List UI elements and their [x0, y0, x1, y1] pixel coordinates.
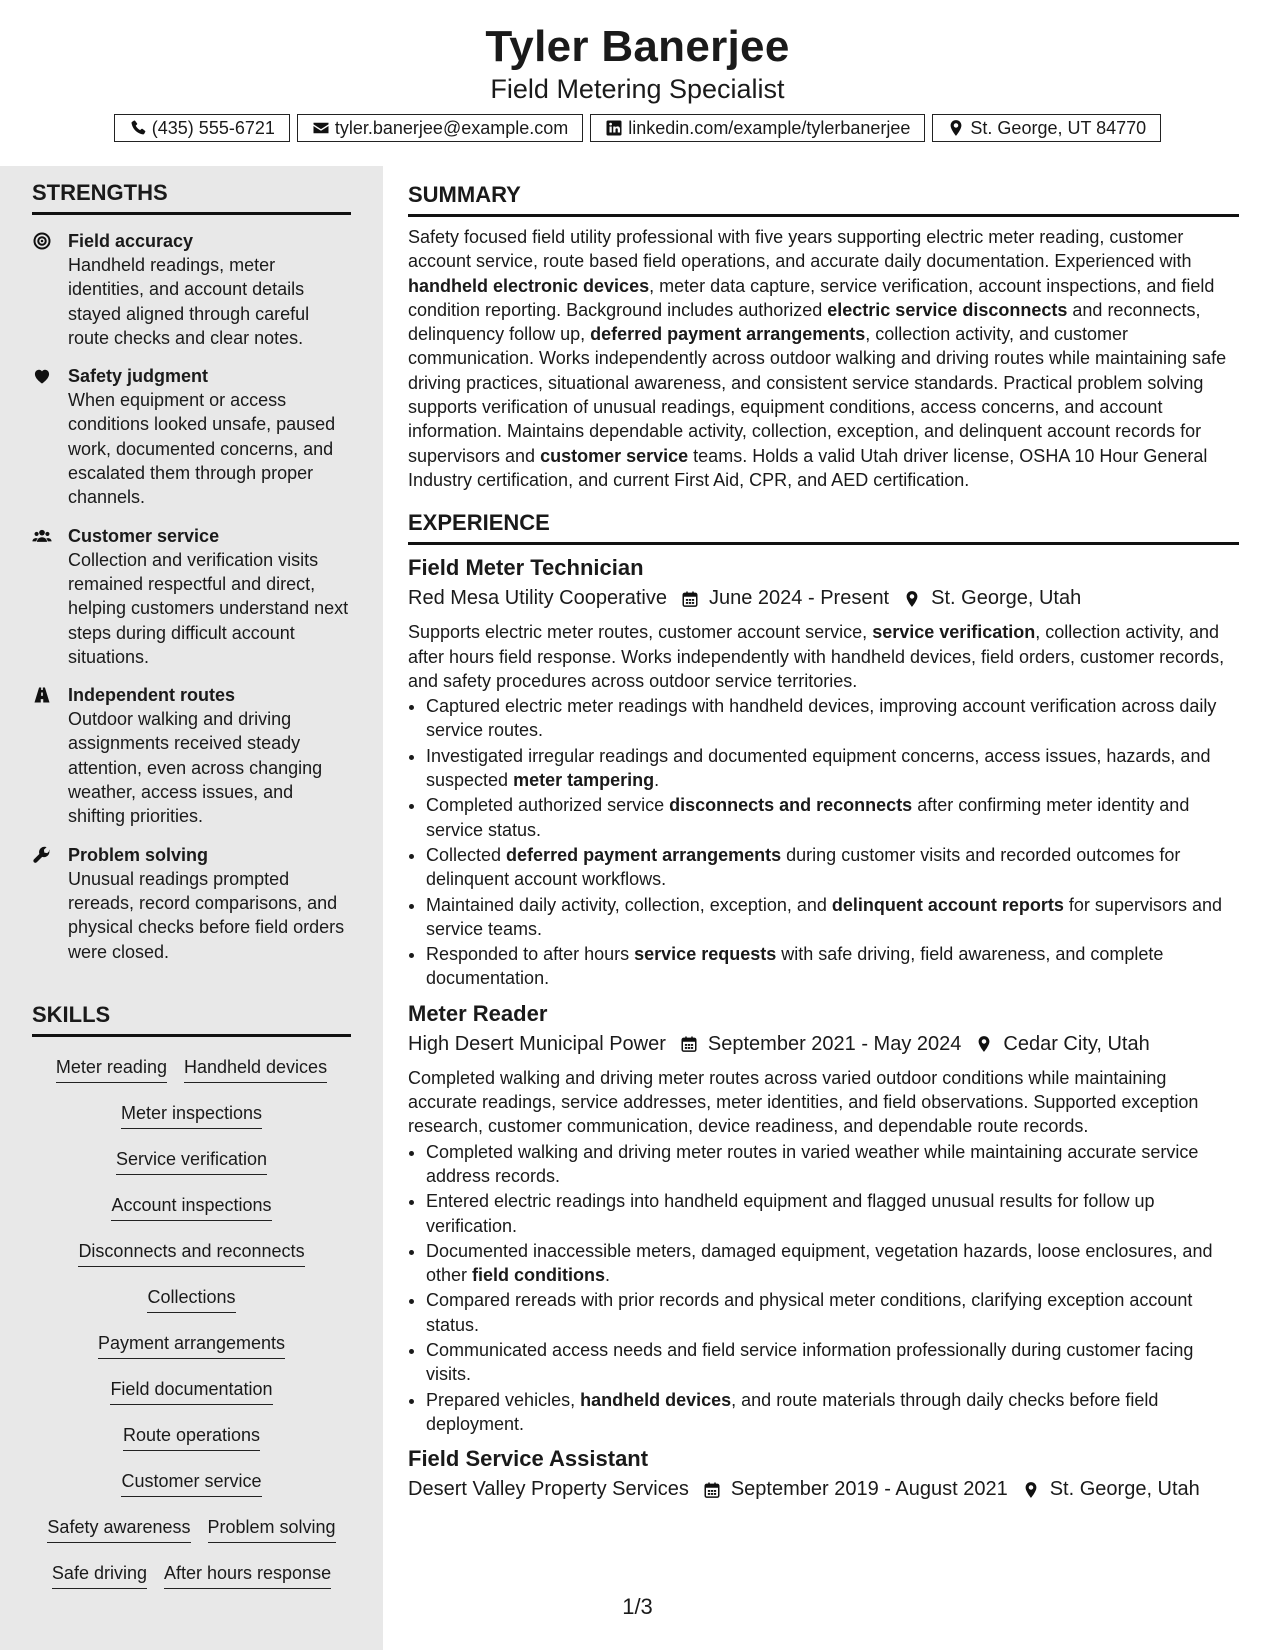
wrench-icon — [32, 843, 68, 964]
skills-row — [32, 1139, 351, 1185]
job-dates: June 2024 - Present — [709, 587, 890, 610]
skill-tag: Route operations — [123, 1415, 260, 1451]
skills-row — [32, 1369, 351, 1415]
strength-item — [32, 683, 351, 828]
bullet-segment: Responded to after hours — [426, 944, 635, 965]
job-bullet — [426, 942, 1239, 991]
strength-item — [32, 364, 351, 509]
candidate-name: Tyler Banerjee — [485, 22, 790, 71]
bullet-segment: Completed authorized service — [426, 795, 670, 816]
bold-keyword: service requests — [634, 944, 777, 965]
summary-segment: , collection activity, and customer communication. Works independently across outdoor walking and driving routes while maintaining safe driving practices, situational awareness, and consistent service standards. Practical problem solving supports verification of unusual readings, equipment conditions, access concerns, and account information. Maintains dependable activity, collection, exception, and delinquent account records for supervisors and — [408, 324, 1227, 466]
job-bullet — [426, 1388, 1239, 1437]
sidebar — [0, 166, 383, 1650]
contact-bar — [0, 114, 1275, 142]
contact-linkedin-text: linkedin.com/example/tylerbanerjee — [628, 117, 911, 138]
main-content — [408, 166, 1239, 1501]
job-meta — [408, 1033, 1239, 1056]
bullet-segment: Captured electric meter readings with handheld devices, improving account verification across daily service routes. — [426, 696, 1217, 741]
skills-section — [32, 1002, 351, 1599]
job-company: Red Mesa Utility Cooperative — [408, 587, 667, 610]
road-icon — [32, 683, 68, 828]
job-bullets — [408, 694, 1239, 991]
bullet-segment: Completed walking and driving meter routes in varied weather while maintaining accurate service address records. — [426, 1141, 1199, 1186]
strength-item — [32, 843, 351, 964]
contact-phone-text: (435) 555-6721 — [151, 117, 275, 138]
skills-row — [32, 1093, 351, 1139]
bold-keyword: deferred payment arrangements — [590, 324, 866, 345]
calendar-icon — [667, 590, 709, 608]
candidate-title: Field Metering Specialist — [490, 74, 785, 104]
job-dates: September 2021 - May 2024 — [707, 1032, 962, 1055]
strength-description: When equipment or access conditions looked unsafe, paused work, documented concerns, and escalated them through proper channels. — [68, 390, 336, 508]
strength-item — [32, 229, 351, 350]
bullet-segment: Collected — [426, 844, 507, 865]
bold-keyword: disconnects and reconnects — [669, 795, 913, 816]
skill-tag: Service verification — [116, 1139, 267, 1175]
page-number: 1/3 — [622, 1594, 653, 1619]
bold-keyword: meter tampering — [513, 770, 655, 791]
skill-tag: Problem solving — [208, 1507, 336, 1543]
resume-header — [0, 0, 1275, 166]
summary-heading: SUMMARY — [408, 182, 1239, 217]
skill-tag: After hours response — [164, 1553, 331, 1589]
job-entry — [408, 1001, 1239, 1436]
skills-heading: SKILLS — [32, 1002, 351, 1037]
job-meta — [408, 587, 1239, 610]
bullet-segment: Entered electric readings into handheld equipment and flagged unusual results for follow up verification. — [426, 1191, 1155, 1236]
job-entry — [408, 1446, 1239, 1501]
skill-tag: Meter reading — [56, 1047, 167, 1083]
strength-title: Problem solving — [68, 844, 209, 865]
job-title: Field Service Assistant — [408, 1446, 649, 1472]
bullet-segment: after confirming meter identity and service status. — [426, 795, 1190, 840]
bold-keyword: customer service — [540, 445, 689, 466]
bullet-segment: Prepared vehicles, — [426, 1389, 581, 1410]
map-pin-icon — [961, 1035, 1003, 1053]
job-bullet — [426, 1288, 1239, 1337]
description-segment: Completed walking and driving meter routes across varied outdoor conditions while maintaining accurate readings, service addresses, meter identities, and field observations. Supported exception research, customer communication, device readiness, and dependable route records. — [408, 1067, 1199, 1137]
job-bullet — [426, 793, 1239, 842]
bullet-segment: Maintained daily activity, collection, exception, and — [426, 894, 832, 915]
calendar-icon — [666, 1035, 708, 1053]
skill-tag: Safe driving — [52, 1553, 147, 1589]
job-description — [408, 1066, 1239, 1139]
skill-tag: Field documentation — [110, 1369, 272, 1405]
job-bullet — [426, 1239, 1239, 1288]
envelope-icon — [312, 119, 330, 137]
strength-description: Outdoor walking and driving assignments received steady attention, even across changing weather, access issues, and shifting priorities. — [68, 709, 323, 827]
job-bullet — [426, 1338, 1239, 1387]
job-bullet — [426, 744, 1239, 793]
strength-title: Field accuracy — [68, 231, 194, 251]
strength-title: Safety judgment — [68, 366, 209, 387]
job-bullet — [426, 1140, 1239, 1189]
strengths-list — [32, 229, 351, 964]
contact-email[interactable] — [297, 114, 583, 142]
bullet-segment: , and route materials through daily checks before field deployment. — [426, 1389, 1159, 1434]
contact-location-text: St. George, UT 84770 — [970, 117, 1147, 138]
job-location: Cedar City, Utah — [1003, 1032, 1150, 1055]
skill-tag: Account inspections — [111, 1185, 271, 1221]
bold-keyword: handheld electronic devices — [408, 275, 650, 296]
strength-item — [32, 524, 351, 669]
contact-location[interactable] — [932, 114, 1161, 142]
bold-keyword: electric service disconnects — [827, 299, 1068, 320]
job-entry — [408, 555, 1239, 990]
strength-title: Independent routes — [68, 685, 236, 706]
strength-body — [68, 364, 351, 509]
bullet-segment: during customer visits and recorded outcomes for delinquent account workflows. — [426, 844, 1181, 890]
summary-text — [408, 225, 1239, 492]
skill-tag: Disconnects and reconnects — [78, 1231, 304, 1267]
strength-title: Customer service — [68, 525, 220, 546]
skills-row — [32, 1415, 351, 1461]
skills-row — [32, 1047, 351, 1093]
strengths-heading: STRENGTHS — [32, 180, 351, 215]
job-bullet — [426, 1189, 1239, 1238]
linkedin-icon — [605, 119, 623, 137]
summary-segment: Safety focused field utility professional with five years supporting electric meter reading, customer account service, route based field operations, and accurate daily documentation. Experienced with — [408, 227, 1192, 272]
job-bullets — [408, 1140, 1239, 1437]
target-icon — [32, 229, 68, 350]
bold-keyword: deferred payment arrangements — [506, 844, 782, 865]
calendar-icon — [689, 1481, 731, 1499]
job-company: Desert Valley Property Services — [408, 1478, 689, 1501]
bullet-segment: Communicated access needs and field service information professionally during customer facing visits. — [426, 1339, 1194, 1385]
contact-linkedin[interactable] — [590, 114, 925, 142]
skill-tag: Collections — [147, 1277, 235, 1313]
summary-segment: teams. Holds a valid Utah driver license, OSHA 10 Hour General Industry certification, and current First Aid, CPR, and AED certification. — [408, 445, 1208, 490]
map-pin-icon — [947, 119, 965, 137]
strength-body — [68, 524, 351, 669]
skills-row — [32, 1323, 351, 1369]
heart-icon — [32, 364, 68, 509]
map-pin-icon — [1008, 1481, 1050, 1499]
bold-keyword: delinquent account reports — [831, 894, 1064, 915]
phone-icon — [129, 119, 147, 137]
bullet-segment: Compared rereads with prior records and physical meter conditions, clarifying exception account status. — [426, 1290, 1193, 1335]
bullet-segment: . — [605, 1265, 611, 1286]
summary-segment: , meter data capture, service verification, account inspections, and field condition reporting. Background includes authorized — [408, 275, 1215, 320]
skill-tag: Customer service — [121, 1461, 261, 1497]
job-location: St. George, Utah — [931, 587, 1082, 610]
strength-body — [68, 229, 351, 350]
contact-email-text: tyler.banerjee@example.com — [334, 117, 569, 138]
skills-row — [32, 1461, 351, 1507]
description-segment: , collection activity, and after hours field response. Works independently with handheld devices, field orders, customer records, and safety procedures across outdoor service territories. — [408, 622, 1225, 691]
bullet-segment: Documented inaccessible meters, damaged equipment, vegetation hazards, loose enclosures, and other — [426, 1240, 1213, 1286]
bullet-segment: . — [654, 770, 660, 791]
job-dates: September 2019 - August 2021 — [730, 1478, 1008, 1501]
skill-tag: Handheld devices — [184, 1047, 327, 1083]
job-company: High Desert Municipal Power — [408, 1032, 666, 1055]
job-meta — [408, 1478, 1239, 1501]
experience-heading: EXPERIENCE — [408, 510, 1239, 545]
map-pin-icon — [889, 590, 931, 608]
skills-row — [32, 1185, 351, 1231]
job-bullet — [426, 893, 1239, 942]
bold-keyword: field conditions — [472, 1265, 606, 1286]
users-icon — [32, 524, 68, 669]
strength-description: Handheld readings, meter identities, and account details stayed aligned through careful route checks and clear notes. — [68, 255, 310, 348]
skills-list — [32, 1047, 351, 1599]
job-title: Meter Reader — [408, 1000, 548, 1026]
strengths-section — [32, 180, 351, 964]
skills-row — [32, 1277, 351, 1323]
skills-row — [32, 1507, 351, 1553]
bold-keyword: handheld devices — [580, 1389, 732, 1410]
job-description — [408, 620, 1239, 693]
skills-row — [32, 1231, 351, 1277]
job-title: Field Meter Technician — [408, 555, 644, 581]
strength-body — [68, 843, 351, 964]
description-segment: Supports electric meter routes, customer account service, — [408, 622, 873, 643]
job-bullet — [426, 694, 1239, 743]
skill-tag: Payment arrangements — [98, 1323, 285, 1359]
strength-description: Collection and verification visits remained respectful and direct, helping customers understand next steps during difficult account situations. — [68, 549, 349, 667]
bold-keyword: service verification — [872, 622, 1036, 643]
contact-phone[interactable] — [114, 114, 290, 142]
job-location: St. George, Utah — [1049, 1478, 1200, 1501]
bullet-segment: Investigated irregular readings and documented equipment concerns, access issues, hazards, and suspected — [426, 745, 1211, 791]
jobs-list — [408, 555, 1239, 1501]
bullet-segment: for supervisors and service teams. — [426, 894, 1222, 939]
job-bullet — [426, 843, 1239, 892]
strength-description: Unusual readings prompted rereads, record comparisons, and physical checks before field orders were closed. — [68, 868, 345, 962]
skill-tag: Safety awareness — [47, 1507, 190, 1543]
strength-body — [68, 683, 351, 828]
summary-segment: and reconnects, delinquency follow up, — [408, 299, 1201, 345]
skills-row — [32, 1553, 351, 1599]
bullet-segment: with safe driving, field awareness, and complete documentation. — [426, 944, 1164, 989]
skill-tag: Meter inspections — [121, 1093, 262, 1129]
